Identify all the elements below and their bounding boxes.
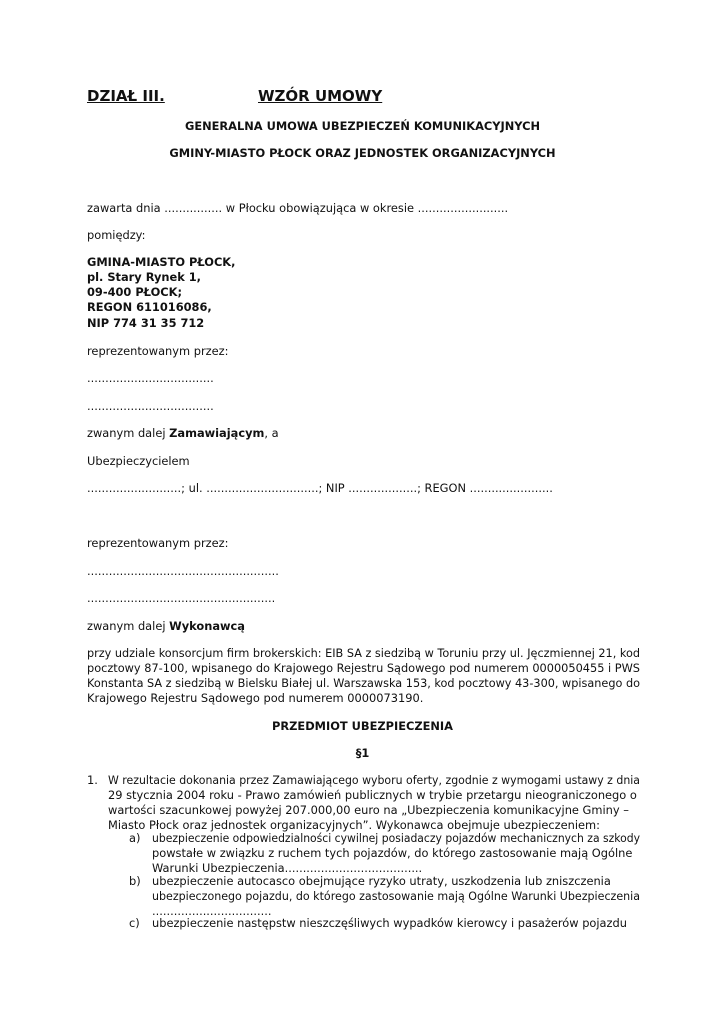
party1-regon: REGON 611016086, [87,300,212,314]
item-b-line-1: ubezpieczenie autocasco obejmujące ryzyko utraty, uszkodzenia lub zniszczenia [152,874,611,888]
item-a-line-1: ubezpieczenie odpowiedzialności cywilnej posiadaczy pojazdów mechanicznych za szkody [152,831,641,845]
party2-label: Ubezpieczycielem [87,454,190,468]
party2-represented-label: reprezentowanym przez: [87,536,229,550]
subtitle-line-2: GMINY-MIASTO PŁOCK ORAZ JEDNOSTEK ORGANIZACYJNYCH [169,146,556,160]
subject-heading: PRZEDMIOT UBEZPIECZENIA [272,719,453,733]
party2-rep-line-2: .................................................... [87,591,276,605]
party2-called-prefix: zwanym dalej [87,619,170,633]
brokers-line-4: Krajowego Rejestru Sądowego pod numerem 0000073190. [87,691,424,705]
clause-1-number: 1. [87,773,98,787]
item-a-marker: a) [129,831,141,845]
brokers-line-3: Konstanta SA z siedzibą w Bielsku Białej ul. Warszawska 153, kod pocztowy 43-300, wpisanego do [87,676,640,690]
paragraph-mark: §1 [355,746,370,760]
between-label: pomiędzy: [87,228,146,242]
clause-1-line-2: 29 stycznia 2004 roku - Prawo zamówień publicznych w trybie przetargu nieograniczonego o [108,788,637,802]
item-b-marker: b) [129,874,141,888]
clause-1-line-1: W rezultacie dokonania przez Zamawiającego wyboru oferty, zgodnie z wymogami ustawy z dnia [108,773,641,787]
item-b-line-3: ................................. [152,904,272,918]
party2-called [87,619,245,633]
party1-rep-line-1: ................................... [87,371,214,385]
brokers-line-2: pocztowy 87-100, wpisanego do Krajowego Rejestru Sądowego pod numerem 0000050455 i PWS [87,661,640,675]
party1-rep-line-2: ................................... [87,399,214,413]
party1-called-suffix: , a [264,426,279,440]
party2-rep-line-1: ..................................................... [87,564,279,578]
party1-nip: NIP 774 31 35 712 [87,316,205,330]
party1-represented-label: reprezentowanym przez: [87,344,229,358]
item-b-line-2: ubezpieczonego pojazdu, do którego zastosowanie mają Ogólne Warunki Ubezpieczenia [152,889,641,903]
clause-1-line-4: Miasto Płock oraz jednostek organizacyjnych”. Wykonawca obejmuje ubezpieczeniem: [108,818,600,832]
party1-postal: 09-400 PŁOCK; [87,285,183,299]
section-heading: DZIAŁ III. [87,87,165,105]
document-title: WZÓR UMOWY [258,87,383,105]
clause-1-line-3: wartości szacunkowej powyżej 207.000,00 euro na „Ubezpieczenia komunikacyjne Gminy – [108,803,629,817]
party1-street: pl. Stary Rynek 1, [87,270,202,284]
party1-called-name: Zamawiającym [169,426,265,440]
item-c-line-1: ubezpieczenie następstw nieszczęśliwych wypadków kierowcy i pasażerów pojazdu [152,916,627,930]
item-a-line-3: Warunki Ubezpieczenia...................................... [152,861,423,875]
party1-name: GMINA-MIASTO PŁOCK, [87,255,236,269]
party1-called-prefix: zwanym dalej [87,426,170,440]
party2-details: ..........................; ul. ...............................; NIP ...................; REGON ....................... [87,481,553,495]
party2-called-name: Wykonawcą [169,619,245,633]
subtitle-line-1: GENERALNA UMOWA UBEZPIECZEŃ KOMUNIKACYJNYCH [184,119,541,133]
party1-called [87,426,279,440]
brokers-line-1: przy udziale konsorcjum firm brokerskich: EIB SA z siedzibą w Toruniu przy ul. Jęczmiennej 21, kod [87,646,640,660]
item-c-marker: c) [129,916,140,930]
item-a-line-2: powstałe w związku z ruchem tych pojazdów, do którego zastosowanie mają Ogólne [152,846,633,860]
concluded-line: zawarta dnia ................ w Płocku obowiązująca w okresie ......................... [87,201,509,215]
